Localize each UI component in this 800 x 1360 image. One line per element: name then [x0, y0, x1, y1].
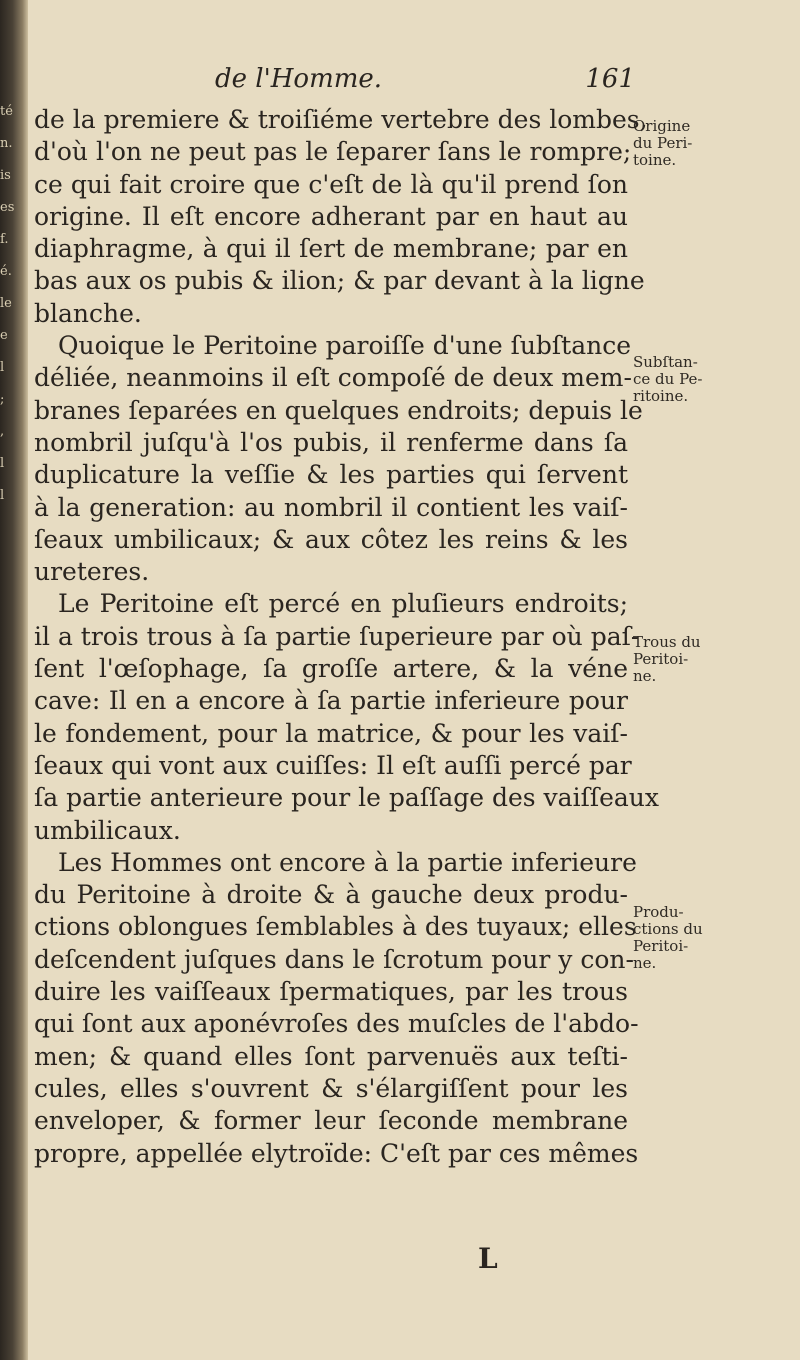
text-line: enveloper, & former leur ſeconde membrane [34, 1106, 628, 1136]
margin-note-productions [633, 904, 733, 972]
margin-note-line: Peritoi- [633, 937, 689, 955]
text-line: origine. Il eſt encore adherant par en haut au [34, 201, 628, 231]
gutter-fragment: l [0, 360, 5, 375]
text-line: ſeaux umbilicaux; & aux côtez les reins & les [34, 524, 628, 554]
gutter-fragment: l [0, 456, 5, 471]
text-line: Le Peritoine eſt percé en pluſieurs endroits; [58, 589, 628, 619]
text-line: umbilicaux. [34, 815, 181, 845]
margin-note-line: ritoine. [633, 387, 689, 405]
gutter-fragment: é. [0, 264, 12, 279]
text-line: ctions oblongues ſemblables à des tuyaux; elles [34, 912, 637, 942]
running-header [215, 64, 635, 104]
text-line: de la premiere & troiſiéme vertebre des lombes, [34, 105, 648, 134]
text-line: ureteres. [34, 557, 150, 587]
margin-note-line: Peritoi- [633, 650, 689, 668]
text-line: qui ſont aux aponévroſes des muſcles de l'abdo- [34, 1009, 639, 1039]
text-line: blanche. [34, 298, 142, 328]
text-line: le fondement, pour la matrice, & pour les vaiſ- [34, 718, 628, 748]
paragraph [34, 588, 659, 846]
margin-note-origine [633, 118, 733, 169]
gutter-fragment: is [0, 168, 11, 183]
paragraph [34, 330, 643, 588]
gutter-fragment: es [0, 200, 14, 215]
text-line: ſeaux qui vont aux cuiſſes: Il eſt auſſi percé par [34, 750, 632, 780]
margin-note-line: toine. [633, 151, 677, 169]
paragraph [34, 847, 639, 1170]
margin-note-line: Subſtan- [633, 353, 698, 371]
text-line: deſcendent juſques dans le ſcrotum pour y con- [34, 944, 634, 974]
gutter-fragment: , [0, 424, 5, 439]
text-line: du Peritoine à droite & à gauche deux produ- [34, 880, 628, 910]
margin-note-line: Produ- [633, 903, 684, 921]
margin-note-trous [633, 634, 733, 685]
text-line: duplicature la veſſie & les parties qui ſervent [34, 460, 628, 490]
catchword: L [478, 1242, 498, 1275]
page-number: 161 [585, 64, 635, 94]
gutter-fragment: l [0, 488, 5, 503]
gutter-fragment: ; [0, 392, 5, 407]
text-line: ce qui fait croire que c'eſt de là qu'il prend ſon [34, 169, 628, 199]
text-line: déliée, neanmoins il eſt compoſé de deux mem- [34, 363, 632, 393]
page-gutter [0, 0, 28, 1360]
margin-note-substance [633, 354, 733, 405]
margin-note-line: ctions du [633, 920, 703, 938]
gutter-fragment: n. [0, 136, 13, 151]
text-line: men; & quand elles ſont parvenuës aux teſti- [34, 1041, 628, 1071]
gutter-fragment: le [0, 296, 12, 311]
text-line: branes ſeparées en quelques endroits; depuis le [34, 395, 643, 425]
margin-note-line: ce du Pe- [633, 370, 703, 388]
text-line: bas aux os pubis & ilion; & par devant à la ligne [34, 266, 645, 296]
text-line: ſent l'œſophage, ſa groſſe artere, & la véne [34, 654, 628, 684]
text-line: duire les vaiſſeaux ſpermatiques, par les trous [34, 977, 628, 1007]
gutter-fragment: e [0, 328, 8, 343]
text-line: cules, elles s'ouvrent & s'élargiſſent pour les [34, 1073, 628, 1103]
main-text [34, 104, 659, 1170]
text-line: ſa partie anterieure pour le paſſage des vaiſſeaux [34, 783, 659, 813]
margin-note-line: du Peri- [633, 134, 693, 152]
margin-note-line: ne. [633, 954, 657, 972]
text-line: nombril juſqu'à l'os pubis, il renferme dans ſa [34, 427, 628, 457]
gutter-fragment: té [0, 104, 13, 119]
text-line: Quoique le Peritoine paroiſſe d'une ſubſtance [58, 331, 632, 361]
text-line: propre, appellée elytroïde: C'eſt par ces mêmes [34, 1138, 639, 1168]
text-line: il a trois trous à ſa partie ſuperieure par où paſ- [34, 621, 640, 651]
running-title: de l'Homme. [215, 64, 383, 94]
margin-note-line: ne. [633, 667, 657, 685]
margin-note-line: Trous du [633, 633, 701, 651]
margin-note-line: Origine [633, 117, 691, 135]
paragraph [34, 104, 648, 330]
text-line: diaphragme, à qui il ſert de membrane; par en [34, 234, 628, 264]
gutter-fragments [0, 96, 14, 512]
text-line: Les Hommes ont encore à la partie inferieure [58, 847, 637, 877]
gutter-fragment: f. [0, 232, 9, 247]
text-line: cave: Il en a encore à ſa partie inferieure pour [34, 686, 628, 716]
text-line: d'où l'on ne peut pas le ſeparer ſans le rompre; [34, 137, 632, 167]
text-line: à la generation: au nombril il contient les vaiſ- [34, 492, 628, 522]
